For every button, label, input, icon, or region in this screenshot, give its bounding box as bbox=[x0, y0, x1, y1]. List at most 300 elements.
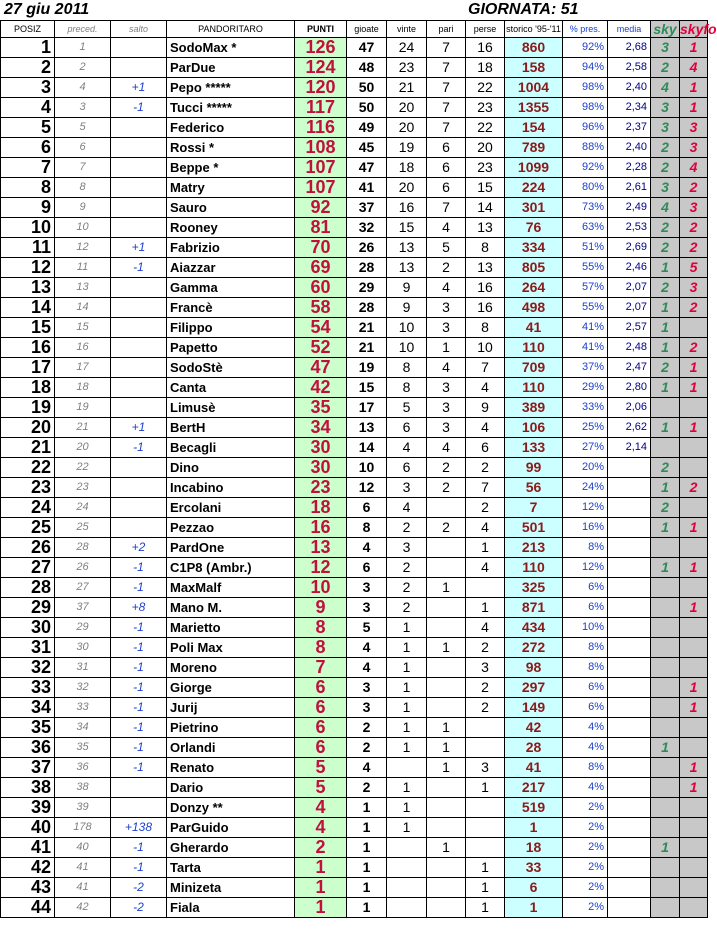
lost-cell: 15 bbox=[466, 178, 505, 198]
player-name-cell: SodoStè bbox=[167, 358, 295, 378]
won-cell: 20 bbox=[387, 98, 427, 118]
points-cell: 54 bbox=[295, 318, 347, 338]
jump-cell bbox=[111, 38, 167, 58]
average-cell bbox=[608, 858, 651, 878]
previous-position-cell: 33 bbox=[55, 698, 111, 718]
points-cell: 30 bbox=[295, 438, 347, 458]
standings-body bbox=[1, 38, 708, 918]
player-name-cell: C1P8 (Ambr.) bbox=[167, 558, 295, 578]
won-cell: 13 bbox=[387, 238, 427, 258]
jump-cell: +8 bbox=[111, 598, 167, 618]
played-cell: 8 bbox=[347, 518, 387, 538]
player-name-cell: Dino bbox=[167, 458, 295, 478]
historic-cell: 325 bbox=[505, 578, 563, 598]
jump-cell: -1 bbox=[111, 838, 167, 858]
historic-cell: 224 bbox=[505, 178, 563, 198]
jump-cell: +1 bbox=[111, 78, 167, 98]
historic-cell: 76 bbox=[505, 218, 563, 238]
won-cell bbox=[387, 838, 427, 858]
lost-cell: 2 bbox=[466, 498, 505, 518]
average-cell bbox=[608, 698, 651, 718]
player-name-cell: Limusè bbox=[167, 398, 295, 418]
lost-cell: 13 bbox=[466, 258, 505, 278]
sky-cell: 2 bbox=[651, 218, 680, 238]
average-cell bbox=[608, 738, 651, 758]
sky-cell: 1 bbox=[651, 418, 680, 438]
skyfo-cell bbox=[680, 858, 708, 878]
won-cell: 9 bbox=[387, 298, 427, 318]
position-cell: 4 bbox=[1, 98, 55, 118]
historic-cell: 709 bbox=[505, 358, 563, 378]
skyfo-cell: 4 bbox=[680, 158, 708, 178]
jump-cell bbox=[111, 398, 167, 418]
position-cell: 38 bbox=[1, 778, 55, 798]
table-row bbox=[1, 58, 708, 78]
drawn-cell: 6 bbox=[427, 158, 466, 178]
sky-cell: 1 bbox=[651, 838, 680, 858]
table-row bbox=[1, 718, 708, 738]
col-header-pari: pari bbox=[427, 21, 466, 38]
drawn-cell: 3 bbox=[427, 398, 466, 418]
previous-position-cell: 23 bbox=[55, 478, 111, 498]
table-row bbox=[1, 778, 708, 798]
table-row bbox=[1, 238, 708, 258]
presence-cell: 55% bbox=[563, 258, 608, 278]
previous-position-cell: 26 bbox=[55, 558, 111, 578]
won-cell: 1 bbox=[387, 798, 427, 818]
sky-cell: 1 bbox=[651, 298, 680, 318]
position-cell: 31 bbox=[1, 638, 55, 658]
table-row bbox=[1, 398, 708, 418]
previous-position-cell: 13 bbox=[55, 278, 111, 298]
won-cell bbox=[387, 878, 427, 898]
lost-cell: 10 bbox=[466, 338, 505, 358]
lost-cell: 4 bbox=[466, 518, 505, 538]
previous-position-cell: 32 bbox=[55, 678, 111, 698]
skyfo-cell bbox=[680, 538, 708, 558]
lost-cell: 1 bbox=[466, 878, 505, 898]
player-name-cell: Aiazzar bbox=[167, 258, 295, 278]
points-cell: 13 bbox=[295, 538, 347, 558]
position-cell: 12 bbox=[1, 258, 55, 278]
jump-cell bbox=[111, 518, 167, 538]
historic-cell: 434 bbox=[505, 618, 563, 638]
jump-cell: +2 bbox=[111, 538, 167, 558]
presence-cell: 27% bbox=[563, 438, 608, 458]
previous-position-cell: 15 bbox=[55, 318, 111, 338]
sky-cell: 1 bbox=[651, 558, 680, 578]
historic-cell: 860 bbox=[505, 38, 563, 58]
sky-cell: 1 bbox=[651, 338, 680, 358]
skyfo-cell: 2 bbox=[680, 178, 708, 198]
played-cell: 4 bbox=[347, 538, 387, 558]
table-row bbox=[1, 418, 708, 438]
average-cell: 2,49 bbox=[608, 198, 651, 218]
skyfo-cell bbox=[680, 438, 708, 458]
points-cell: 30 bbox=[295, 458, 347, 478]
presence-cell: 37% bbox=[563, 358, 608, 378]
sky-cell: 2 bbox=[651, 498, 680, 518]
average-cell: 2,58 bbox=[608, 58, 651, 78]
points-cell: 10 bbox=[295, 578, 347, 598]
player-name-cell: Pezzao bbox=[167, 518, 295, 538]
col-header-preced: preced. bbox=[55, 21, 111, 38]
sky-cell: 2 bbox=[651, 138, 680, 158]
previous-position-cell: 42 bbox=[55, 898, 111, 918]
position-cell: 32 bbox=[1, 658, 55, 678]
player-name-cell: MaxMalf bbox=[167, 578, 295, 598]
average-cell bbox=[608, 778, 651, 798]
previous-position-cell: 20 bbox=[55, 438, 111, 458]
col-header-skyfo: skyfo bbox=[680, 21, 717, 37]
presence-cell: 6% bbox=[563, 578, 608, 598]
lost-cell: 4 bbox=[466, 558, 505, 578]
jump-cell: -1 bbox=[111, 758, 167, 778]
drawn-cell bbox=[427, 878, 466, 898]
position-cell: 29 bbox=[1, 598, 55, 618]
drawn-cell bbox=[427, 538, 466, 558]
drawn-cell: 3 bbox=[427, 378, 466, 398]
lost-cell: 4 bbox=[466, 618, 505, 638]
average-cell bbox=[608, 558, 651, 578]
average-cell bbox=[608, 618, 651, 638]
position-cell: 20 bbox=[1, 418, 55, 438]
average-cell bbox=[608, 818, 651, 838]
presence-cell: 98% bbox=[563, 78, 608, 98]
jump-cell bbox=[111, 478, 167, 498]
historic-cell: 56 bbox=[505, 478, 563, 498]
average-cell: 2,06 bbox=[608, 398, 651, 418]
historic-cell: 389 bbox=[505, 398, 563, 418]
table-row bbox=[1, 618, 708, 638]
played-cell: 1 bbox=[347, 898, 387, 918]
won-cell: 2 bbox=[387, 558, 427, 578]
giornata-label: GIORNATA: 51 bbox=[468, 1, 579, 18]
previous-position-cell: 19 bbox=[55, 398, 111, 418]
presence-cell: 94% bbox=[563, 58, 608, 78]
player-name-cell: Sauro bbox=[167, 198, 295, 218]
drawn-cell: 4 bbox=[427, 358, 466, 378]
won-cell: 1 bbox=[387, 678, 427, 698]
skyfo-cell bbox=[680, 398, 708, 418]
average-cell bbox=[608, 678, 651, 698]
player-name-cell: Pepo ***** bbox=[167, 78, 295, 98]
sky-cell: 3 bbox=[651, 118, 680, 138]
played-cell: 1 bbox=[347, 858, 387, 878]
position-cell: 15 bbox=[1, 318, 55, 338]
won-cell: 2 bbox=[387, 518, 427, 538]
points-cell: 107 bbox=[295, 178, 347, 198]
won-cell: 5 bbox=[387, 398, 427, 418]
table-row bbox=[1, 738, 708, 758]
previous-position-cell: 28 bbox=[55, 538, 111, 558]
jump-cell: -1 bbox=[111, 438, 167, 458]
table-row bbox=[1, 878, 708, 898]
played-cell: 21 bbox=[347, 318, 387, 338]
position-cell: 16 bbox=[1, 338, 55, 358]
skyfo-cell bbox=[680, 658, 708, 678]
drawn-cell: 6 bbox=[427, 138, 466, 158]
drawn-cell: 2 bbox=[427, 478, 466, 498]
player-name-cell: Poli Max bbox=[167, 638, 295, 658]
points-cell: 2 bbox=[295, 838, 347, 858]
jump-cell bbox=[111, 58, 167, 78]
table-row bbox=[1, 278, 708, 298]
lost-cell bbox=[466, 818, 505, 838]
position-cell: 26 bbox=[1, 538, 55, 558]
table-row bbox=[1, 698, 708, 718]
player-name-cell: Donzy ** bbox=[167, 798, 295, 818]
historic-cell: 217 bbox=[505, 778, 563, 798]
player-name-cell: Ercolani bbox=[167, 498, 295, 518]
played-cell: 3 bbox=[347, 698, 387, 718]
average-cell: 2,28 bbox=[608, 158, 651, 178]
lost-cell: 3 bbox=[466, 658, 505, 678]
sky-cell: 1 bbox=[651, 518, 680, 538]
previous-position-cell: 3 bbox=[55, 98, 111, 118]
player-name-cell: SodoMax * bbox=[167, 38, 295, 58]
presence-cell: 12% bbox=[563, 558, 608, 578]
skyfo-cell: 1 bbox=[680, 378, 708, 398]
presence-cell: 88% bbox=[563, 138, 608, 158]
won-cell: 2 bbox=[387, 598, 427, 618]
lost-cell: 2 bbox=[466, 638, 505, 658]
won-cell: 20 bbox=[387, 118, 427, 138]
played-cell: 14 bbox=[347, 438, 387, 458]
jump-cell bbox=[111, 778, 167, 798]
won-cell: 24 bbox=[387, 38, 427, 58]
lost-cell: 18 bbox=[466, 58, 505, 78]
skyfo-cell: 2 bbox=[680, 238, 708, 258]
lost-cell: 14 bbox=[466, 198, 505, 218]
lost-cell: 1 bbox=[466, 598, 505, 618]
position-cell: 2 bbox=[1, 58, 55, 78]
presence-cell: 6% bbox=[563, 678, 608, 698]
table-row bbox=[1, 898, 708, 918]
table-row bbox=[1, 98, 708, 118]
table-row bbox=[1, 498, 708, 518]
jump-cell: -2 bbox=[111, 878, 167, 898]
average-cell: 2,46 bbox=[608, 258, 651, 278]
player-name-cell: Tarta bbox=[167, 858, 295, 878]
skyfo-cell: 1 bbox=[680, 78, 708, 98]
jump-cell bbox=[111, 198, 167, 218]
average-cell bbox=[608, 878, 651, 898]
drawn-cell: 5 bbox=[427, 238, 466, 258]
points-cell: 1 bbox=[295, 898, 347, 918]
previous-position-cell: 27 bbox=[55, 578, 111, 598]
position-cell: 17 bbox=[1, 358, 55, 378]
average-cell: 2,47 bbox=[608, 358, 651, 378]
points-cell: 18 bbox=[295, 498, 347, 518]
drawn-cell: 7 bbox=[427, 98, 466, 118]
player-name-cell: Gherardo bbox=[167, 838, 295, 858]
skyfo-cell: 3 bbox=[680, 198, 708, 218]
played-cell: 19 bbox=[347, 358, 387, 378]
player-name-cell: Marietto bbox=[167, 618, 295, 638]
col-header-perse: perse bbox=[466, 21, 505, 38]
presence-cell: 2% bbox=[563, 818, 608, 838]
average-cell: 2,57 bbox=[608, 318, 651, 338]
previous-position-cell: 31 bbox=[55, 658, 111, 678]
skyfo-cell: 1 bbox=[680, 698, 708, 718]
table-row bbox=[1, 758, 708, 778]
lost-cell: 22 bbox=[466, 118, 505, 138]
player-name-cell: Pietrino bbox=[167, 718, 295, 738]
position-cell: 33 bbox=[1, 678, 55, 698]
sky-cell: 1 bbox=[651, 478, 680, 498]
lost-cell: 8 bbox=[466, 238, 505, 258]
played-cell: 26 bbox=[347, 238, 387, 258]
average-cell: 2,53 bbox=[608, 218, 651, 238]
lost-cell: 7 bbox=[466, 358, 505, 378]
sky-cell: 2 bbox=[651, 458, 680, 478]
played-cell: 6 bbox=[347, 498, 387, 518]
table-row bbox=[1, 798, 708, 818]
table-row bbox=[1, 218, 708, 238]
points-cell: 4 bbox=[295, 798, 347, 818]
table-row bbox=[1, 538, 708, 558]
historic-cell: 99 bbox=[505, 458, 563, 478]
skyfo-cell: 1 bbox=[680, 358, 708, 378]
won-cell: 21 bbox=[387, 78, 427, 98]
played-cell: 29 bbox=[347, 278, 387, 298]
lost-cell: 2 bbox=[466, 458, 505, 478]
presence-cell: 55% bbox=[563, 298, 608, 318]
player-name-cell: Rossi * bbox=[167, 138, 295, 158]
sky-cell bbox=[651, 438, 680, 458]
played-cell: 37 bbox=[347, 198, 387, 218]
average-cell bbox=[608, 638, 651, 658]
skyfo-cell: 2 bbox=[680, 338, 708, 358]
historic-cell: 501 bbox=[505, 518, 563, 538]
average-cell bbox=[608, 758, 651, 778]
sky-cell bbox=[651, 398, 680, 418]
position-cell: 21 bbox=[1, 438, 55, 458]
historic-cell: 149 bbox=[505, 698, 563, 718]
position-cell: 43 bbox=[1, 878, 55, 898]
player-name-cell: Fabrizio bbox=[167, 238, 295, 258]
lost-cell: 16 bbox=[466, 38, 505, 58]
historic-cell: 272 bbox=[505, 638, 563, 658]
played-cell: 28 bbox=[347, 298, 387, 318]
won-cell: 4 bbox=[387, 498, 427, 518]
average-cell bbox=[608, 578, 651, 598]
col-header-vinte: vinte bbox=[387, 21, 427, 38]
points-cell: 60 bbox=[295, 278, 347, 298]
previous-position-cell: 41 bbox=[55, 858, 111, 878]
sky-cell bbox=[651, 878, 680, 898]
lost-cell: 4 bbox=[466, 378, 505, 398]
won-cell: 1 bbox=[387, 698, 427, 718]
historic-cell: 301 bbox=[505, 198, 563, 218]
sky-cell: 2 bbox=[651, 278, 680, 298]
average-cell: 2,68 bbox=[608, 38, 651, 58]
sky-cell: 4 bbox=[651, 198, 680, 218]
sky-cell: 1 bbox=[651, 738, 680, 758]
points-cell: 108 bbox=[295, 138, 347, 158]
jump-cell bbox=[111, 178, 167, 198]
skyfo-cell: 3 bbox=[680, 138, 708, 158]
historic-cell: 158 bbox=[505, 58, 563, 78]
won-cell: 1 bbox=[387, 618, 427, 638]
played-cell: 3 bbox=[347, 578, 387, 598]
position-cell: 30 bbox=[1, 618, 55, 638]
table-row bbox=[1, 158, 708, 178]
average-cell: 2,69 bbox=[608, 238, 651, 258]
lost-cell: 16 bbox=[466, 298, 505, 318]
jump-cell: -1 bbox=[111, 658, 167, 678]
presence-cell: 96% bbox=[563, 118, 608, 138]
won-cell: 10 bbox=[387, 338, 427, 358]
table-row bbox=[1, 258, 708, 278]
historic-cell: 498 bbox=[505, 298, 563, 318]
played-cell: 4 bbox=[347, 658, 387, 678]
lost-cell: 4 bbox=[466, 418, 505, 438]
average-cell bbox=[608, 518, 651, 538]
played-cell: 5 bbox=[347, 618, 387, 638]
table-row bbox=[1, 858, 708, 878]
table-header-row bbox=[1, 21, 708, 38]
sky-cell bbox=[651, 718, 680, 738]
points-cell: 107 bbox=[295, 158, 347, 178]
sky-cell: 1 bbox=[651, 378, 680, 398]
average-cell bbox=[608, 458, 651, 478]
lost-cell: 22 bbox=[466, 78, 505, 98]
lost-cell: 9 bbox=[466, 398, 505, 418]
previous-position-cell: 7 bbox=[55, 158, 111, 178]
player-name-cell: Papetto bbox=[167, 338, 295, 358]
presence-cell: 2% bbox=[563, 858, 608, 878]
presence-cell: 8% bbox=[563, 538, 608, 558]
skyfo-cell bbox=[680, 578, 708, 598]
table-row bbox=[1, 598, 708, 618]
col-header-salto: salto bbox=[111, 21, 167, 38]
col-header-punti: PUNTI bbox=[295, 21, 347, 38]
points-cell: 69 bbox=[295, 258, 347, 278]
position-cell: 37 bbox=[1, 758, 55, 778]
won-cell: 1 bbox=[387, 778, 427, 798]
historic-cell: 98 bbox=[505, 658, 563, 678]
average-cell bbox=[608, 478, 651, 498]
average-cell bbox=[608, 718, 651, 738]
jump-cell: -1 bbox=[111, 718, 167, 738]
table-row bbox=[1, 318, 708, 338]
previous-position-cell: 4 bbox=[55, 78, 111, 98]
table-row bbox=[1, 178, 708, 198]
sky-cell: 2 bbox=[651, 158, 680, 178]
table-row bbox=[1, 358, 708, 378]
average-cell bbox=[608, 798, 651, 818]
played-cell: 6 bbox=[347, 558, 387, 578]
position-cell: 22 bbox=[1, 458, 55, 478]
position-cell: 10 bbox=[1, 218, 55, 238]
skyfo-cell bbox=[680, 458, 708, 478]
historic-cell: 1004 bbox=[505, 78, 563, 98]
presence-cell: 8% bbox=[563, 658, 608, 678]
position-cell: 35 bbox=[1, 718, 55, 738]
presence-cell: 41% bbox=[563, 338, 608, 358]
table-row bbox=[1, 478, 708, 498]
historic-cell: 106 bbox=[505, 418, 563, 438]
drawn-cell: 7 bbox=[427, 78, 466, 98]
jump-cell bbox=[111, 158, 167, 178]
previous-position-cell: 22 bbox=[55, 458, 111, 478]
sky-cell: 2 bbox=[651, 238, 680, 258]
skyfo-cell bbox=[680, 738, 708, 758]
historic-cell: 110 bbox=[505, 378, 563, 398]
previous-position-cell: 30 bbox=[55, 638, 111, 658]
